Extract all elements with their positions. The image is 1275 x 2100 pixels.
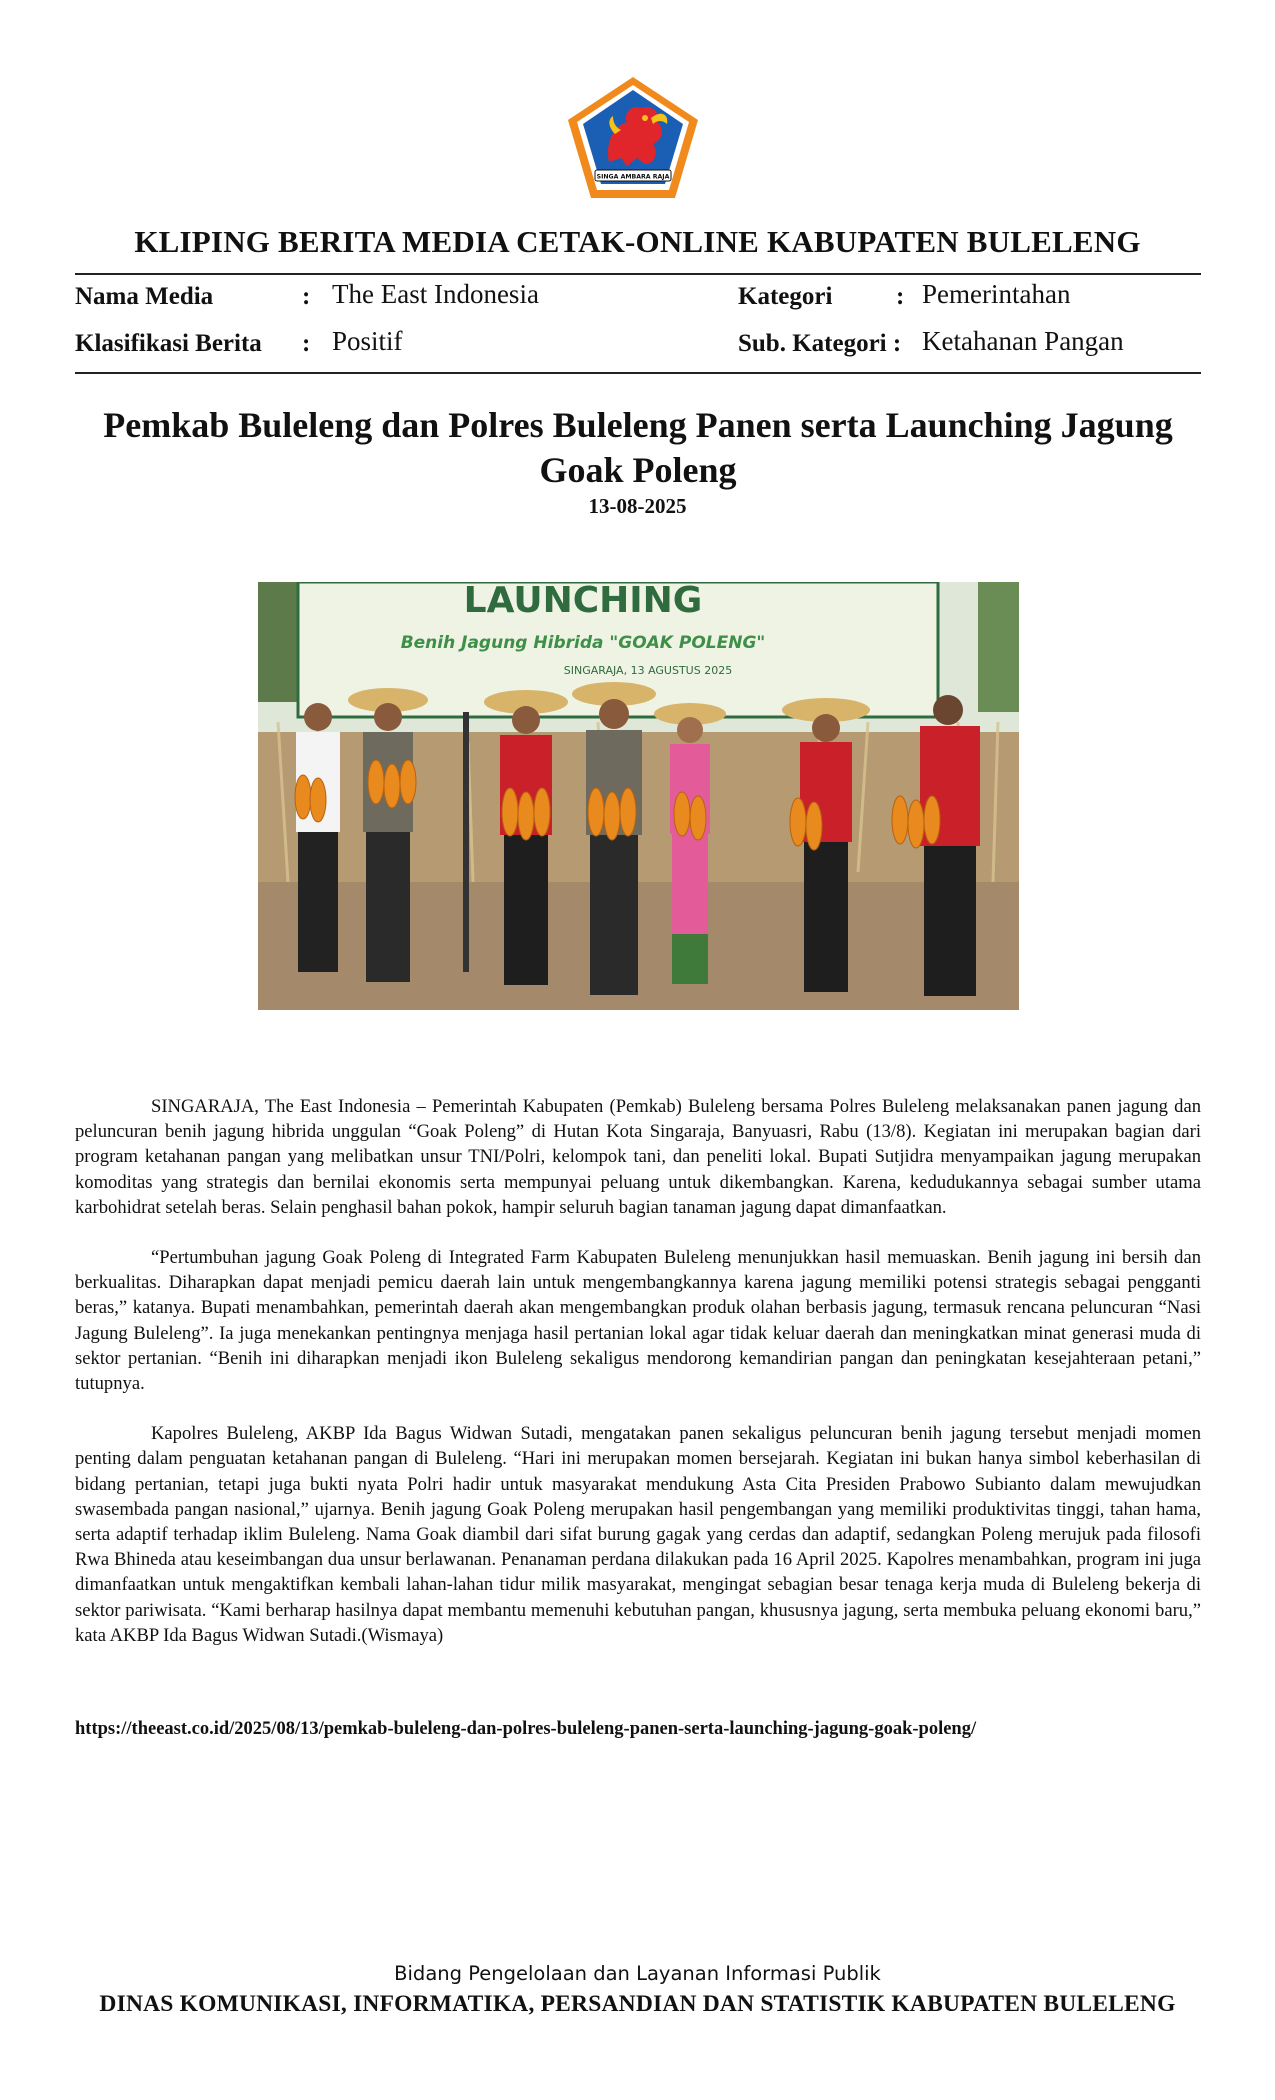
article-date: 13-08-2025 [588, 494, 687, 518]
footer-agency: DINAS KOMUNIKASI, INFORMATIKA, PERSANDIAN DAN STATISTIK KABUPATEN BULELENG [99, 1991, 1176, 2017]
header-bottom-rule [75, 372, 1201, 374]
meta-colon: : [302, 330, 311, 357]
klasifikasi-berita-value: Positif [332, 326, 403, 356]
article-paragraph: Kapolres Buleleng, AKBP Ida Bagus Widwan Sutadi, mengatakan panen sekaligus peluncuran benih jagung tersebut menjadi momen penting dalam penguatan ketahanan pangan di Buleleng. “Hari ini merupakan momen bersejarah. Kegiatan ini bukan hanya simbol keberhasilan di bidang pertanian, tetapi juga bukti nyata Polri hadir untuk masyarakat mendukung Asta Cita Presiden Prabowo Subianto dalam mewujudkan swasembada pangan nasional,” ujarnya. Benih jagung Goak Poleng merupakan hasil pengembangan yang memiliki produktivitas tinggi, tahan hama, serta adaptif terhadap iklim Buleleng. Nama Goak diambil dari sifat burung gagak yang cerdas dan adaptif, sedangkan Poleng merujuk pada filosofi Rwa Bhineda atau keseimbangan dua unsur berlawanan. Penanaman perdana dilakukan pada 16 April 2025. Kapolres menambahkan, program ini juga dimanfaatkan untuk mengaktifkan kembali lahan-lahan tidur milik masyarakat, mengingat sebagian besar tenaga kerja muda di Buleleng bekerja di sektor pariwisata. “Kami berharap hasilnya dapat membantu memenuhi kebutuhan pangan, khususnya jagung, serta membuka peluang ekonomi baru,” kata AKBP Ida Bagus Widwan Sutadi.(Wismaya) [75, 1423, 1201, 1646]
nama-media-value: The East Indonesia [332, 279, 539, 309]
person-official-white [296, 703, 340, 972]
article-photo [258, 582, 1019, 1010]
kategori-value: Pemerintahan [922, 279, 1071, 309]
article-headline: Pemkab Buleleng dan Polres Buleleng Panen serta Launching Jagung Goak Poleng [103, 405, 1173, 490]
header-top-rule [75, 273, 1201, 275]
banner-subtitle-text: Benih Jagung Hibrida "GOAK POLENG" [400, 633, 766, 653]
sub-kategori-label: Sub. Kategori : [738, 330, 902, 357]
klasifikasi-berita-label: Klasifikasi Berita [75, 330, 262, 357]
meta-colon: : [896, 283, 905, 310]
source-url-link[interactable]: https://theeast.co.id/2025/08/13/pemkab-buleleng-dan-polres-buleleng-panen-serta-launching-jagung-goak-poleng/ [75, 1719, 977, 1739]
footer-subtitle: Bidang Pengelolaan dan Layanan Informasi Publik [394, 1962, 881, 1985]
logo-motto-text: SINGA AMBARA RAJA [596, 173, 670, 181]
nama-media-label: Nama Media [75, 283, 214, 310]
kategori-label: Kategori [738, 283, 833, 310]
article-paragraph: SINGARAJA, The East Indonesia – Pemerintah Kabupaten (Pemkab) Buleleng bersama Polres Buleleng melaksanakan panen jagung dan peluncuran benih jagung hibrida unggulan “Goak Poleng” di Hutan Kota Singaraja, Banyuasri, Rabu (13/8). Kegiatan ini merupakan bagian dari program ketahanan pangan yang melibatkan unsur TNI/Polri, kelompok tani, dan peneliti lokal. Bupati Sutjidra menyampaikan jagung merupakan komoditas yang strategis dan bernilai ekonomis serta mempunyai peluang untuk dikembangkan. Karena, kedudukannya sebagai sumber utama karbohidrat setelah beras. Selain penghasil bahan pokok, hampir seluruh bagian tanaman jagung dapat dimanfaatkan. [75, 1096, 1201, 1218]
article-paragraph: “Pertumbuhan jagung Goak Poleng di Integrated Farm Kabupaten Buleleng menunjukkan hasil memuaskan. Benih jagung ini bersih dan berkualitas. Diharapkan dapat menjadi pemicu daerah lain untuk mengembangkannya karena jagung memiliki potensi strategis sebagai pengganti beras,” katanya. Bupati menambahkan, pemerintah daerah akan mengembangkan produk olahan berbasis jagung, termasuk rencana peluncuran “Nasi Jagung Buleleng”. Ia juga menekankan pentingnya menjaga hasil pertanian lokal agar tidak keluar daerah dan meningkatkan minat generasi muda di sektor pertanian. “Benih ini diharapkan menjadi ikon Buleleng sekaligus mendorong kemandirian pangan dan peningkatan kesejahteraan petani,” tutupnya. [75, 1247, 1201, 1395]
banner-date-text: SINGARAJA, 13 AGUSTUS 2025 [563, 664, 733, 677]
kliping-title: KLIPING BERITA MEDIA CETAK-ONLINE KABUPATEN BULELENG [134, 224, 1141, 259]
person-red-shirt-3 [920, 695, 980, 996]
meta-colon: : [302, 283, 311, 310]
sub-kategori-value: Ketahanan Pangan [922, 326, 1124, 356]
buleleng-emblem-logo [565, 74, 701, 202]
banner-title-text: LAUNCHING [463, 582, 703, 621]
article-body [75, 1094, 1201, 1673]
